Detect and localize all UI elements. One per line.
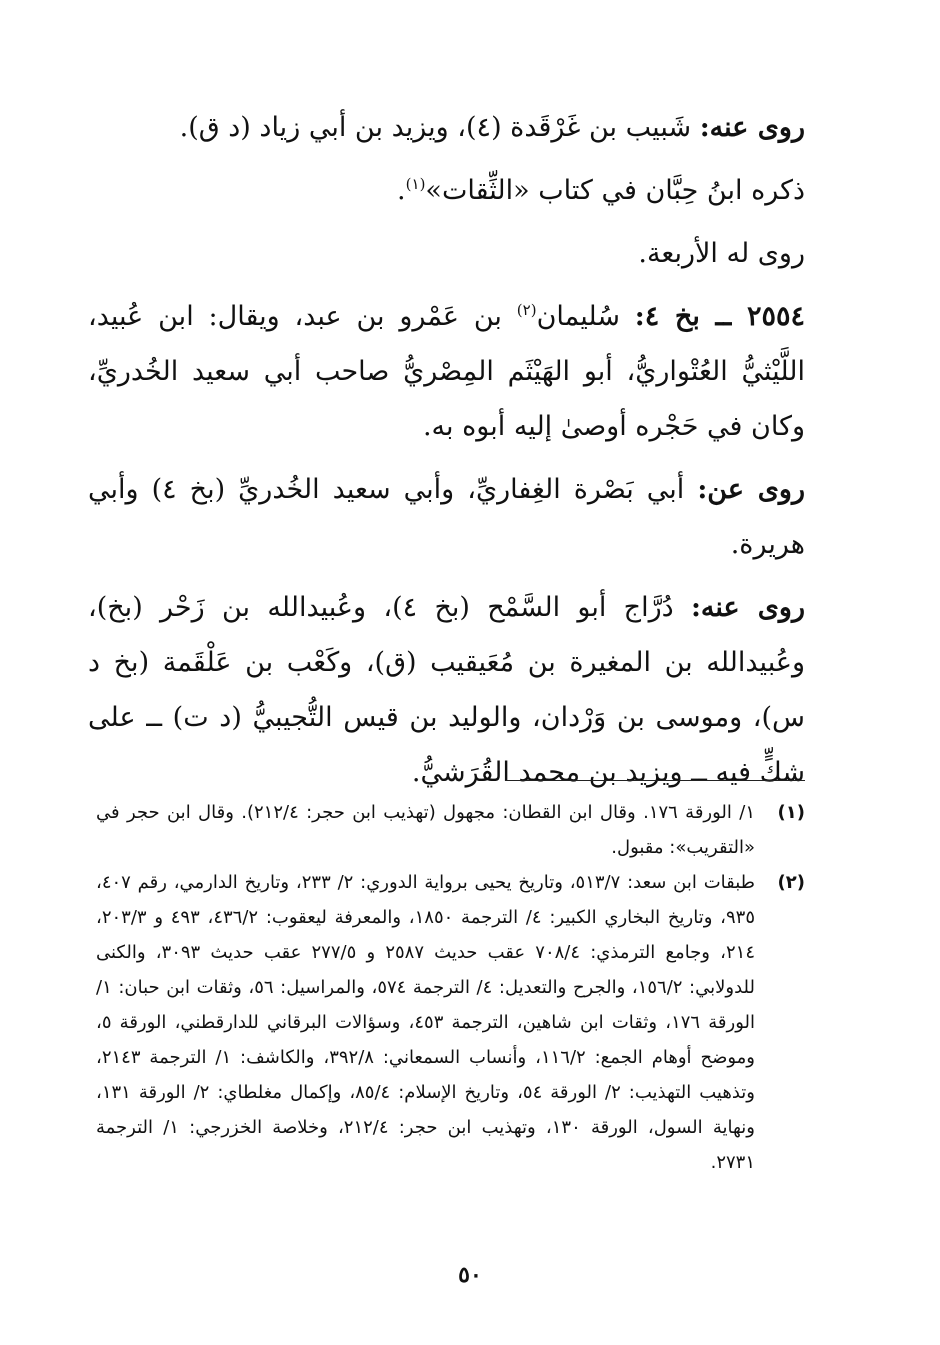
paragraph-text: شَبيب بن غَرْقَدة (٤)، ويزيد بن أبي زياد (د ق).	[179, 112, 692, 143]
paragraph-text: بن عَمْرو بن عبد، ويقال: ابن عُبيد، اللَّيْثيُّ العُتْواريُّ، أبو الهَيْثَم المِصْريُّ صاحب أبي سعيد الخُدريِّ، وكان في حَجْره أوصىٰ إليه أبوه به.	[88, 301, 805, 442]
paragraph-ibn-hibban	[88, 163, 805, 218]
paragraph-narrated-from	[88, 462, 805, 572]
paragraph-narrated-by-2	[88, 580, 805, 800]
paragraph-text: روى له الأربعة.	[638, 238, 805, 269]
paragraph-text: ذكره ابنُ حِبَّان في كتاب «الثِّقات»	[425, 175, 805, 206]
entry-name: سُليمان	[536, 301, 620, 332]
paragraph-text: أبي بَصْرة الغِفاريِّ، وأبي سعيد الخُدريِّ (بخ ٤) وأبي هريرة.	[88, 474, 805, 560]
paragraph-lead: روى عنه:	[690, 592, 805, 623]
paragraph-four-narrated	[88, 226, 805, 281]
paragraph-lead: روى عن:	[697, 474, 806, 505]
footnote-2	[96, 865, 805, 1180]
footnote-divider	[505, 780, 805, 781]
footnote-text: طبقات ابن سعد: ٥١٣/٧، وتاريخ يحيى برواية الدوري: ٢/ ٢٣٣، وتاريخ الدارمي، رقم ٤٠٧، ٩٣٥، وتاريخ البخاري الكبير: ٤/ الترجمة ١٨٥٠، والمعرفة ليعقوب: ٤٣٦/٢، ٤٩٣ و ٢٠٣/٣، ٢١٤، وجامع الترمذي: ٧٠٨/٤ عقب حديث ٢٥٨٧ و ٢٧٧/٥ عقب حديث ٣٠٩٣، والكنى للدولابي: ١٥٦/٢، والجرح والتعديل: ٤/ الترجمة ٥٧٤، والمراسيل: ٥٦، وثقات ابن حبان: ١/الورقة ١٧٦، وثقات ابن شاهين، الترجمة ٤٥٣، وسؤالات البرقاني للدارقطني، الورقة ٥، وموضح أوهام الجمع: ١١٦/٢، وأنساب السمعاني: ٣٩٢/٨، والكاشف: ١/ الترجمة ٢١٤٣، وتذهيب التهذيب: ٢/ الورقة ٥٤، وتاريخ الإسلام: ٨٥/٤، وإكمال مغلطاي: ٢/ الورقة ١٣١، ونهاية السول، الورقة ١٣٠، وتهذيب ابن حجر: ٢١٢/٤، وخلاصة الخزرجي: ١/ الترجمة ٢٧٣١.	[96, 872, 756, 1173]
footnotes	[96, 795, 805, 1180]
paragraph-lead: روى عنه:	[699, 112, 805, 143]
paragraph-narrated-by-1	[88, 100, 805, 155]
entry-number: ٢٥٥٤ ــ بخ ٤:	[634, 301, 805, 332]
footnote-text: ١/ الورقة ١٧٦. وقال ابن القطان: مجهول (تهذيب ابن حجر: ٢١٢/٤). وقال ابن حجر في «التقريب»: مقبول.	[96, 802, 755, 858]
paragraph-text: .	[397, 175, 406, 206]
main-text	[88, 100, 805, 808]
footnote-number: (٢)	[777, 872, 805, 893]
paragraph-text: دُرَّاج أبو السَّمْح (بخ ٤)، وعُبيدالله بن زَحْر (بخ)، وعُبيدالله بن المغيرة بن مُعَيقيب (ق)، وكَعْب بن عَلْقَمة (بخ د س)، وموسى بن وَرْدان، والوليد بن قيس التُّجيبيُّ (د ت) ــ على شكٍّ فيه ــ ويزيد بن محمد القُرَشيُّ.	[88, 592, 805, 788]
footnote-1	[96, 795, 805, 865]
footnote-ref-1[interactable]: (١)	[405, 175, 426, 193]
footnote-number: (١)	[777, 802, 805, 823]
footnote-ref-2[interactable]: (٢)	[516, 301, 537, 319]
paragraph-entry-2554	[88, 289, 805, 454]
page-number: ٥٠	[458, 1262, 482, 1288]
